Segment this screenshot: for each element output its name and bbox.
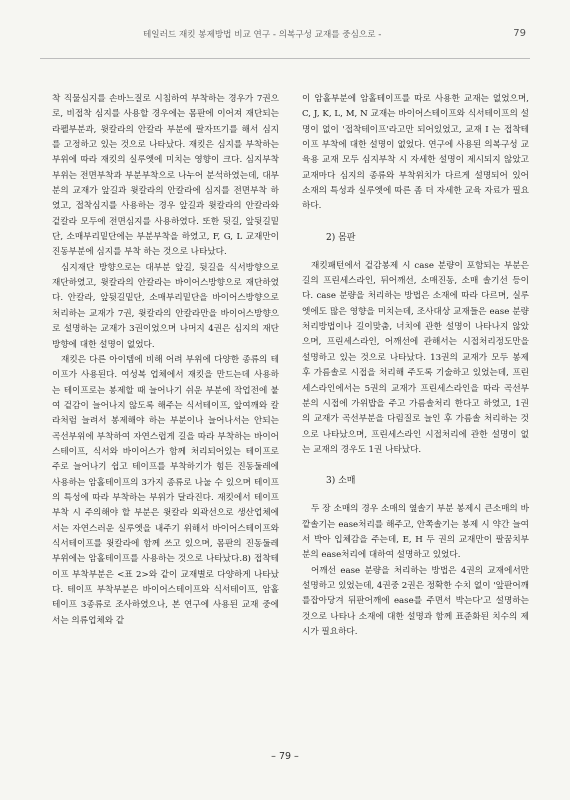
body-paragraph: 착 직물심지를 손바느질로 시침하여 부착하는 경우가 7권으로, 비접착 심지를 사용할 경우에는 몸판에 이어져 재단되는 라펠부분과, 윗칼라의 안칼라 부분에 팔자뜨기를 해서 심지를 고정하고 있는 것으로 나타났다. 재킷은 심지를 부착하는 부위에 따라 재킷의 실루엣에 미치는 영향이 크다. 심지부착부위는 전면부착과 부분부착으로 나누어 분석하였는데, 대부분의 교재가 앞길과 윗칼라의 안칼라에 심지를 전면부착 하였고, 접착심지를 사용하는 경우 앞길과 윗칼라의 안칼라와 겉칼라 모두에 전면심지를 사용하였다. 또한 뒷길, 앞뒷길밑단, 소매부리밑단에는 부분부착을 하였고, F, G, L 교재만이 진동부분에 심지를 부착 하는 것으로 나타났다. <box>52 94 279 258</box>
page-footer-number: – 79 – <box>271 751 299 762</box>
body-paragraph: 심지재단 방향으로는 대부분 앞길, 뒷길을 식서방향으로 재단하였고, 윗칼라의 안칼라는 바이어스방향으로 재단하였다. 안칼라, 앞뒷길밑단, 소매부리밑단을 바이어스방향으로 처리하는 교재가 7권, 윗칼라의 안칼라만을 바이어스방향으로 설명하는 교재가 3권이었으며 나머지 4권은 심지의 재단방향에 대한 설명이 없었다. <box>52 262 279 350</box>
header-page-number: 79 <box>513 28 526 39</box>
body-paragraph: 두 장 소매의 경우 소매의 옆솔기 부분 봉제시 큰소매의 바깥솔기는 ease처리를 해주고, 안쪽솔기는 봉제 시 약간 늘여서 박아 입체감을 주는데, E, H 두 권의 교재만이 팔꿈치부분의 ease처리에 대하여 설명하고 있었다. <box>302 504 529 561</box>
section-heading: 2) 몸판 <box>326 232 356 243</box>
section-heading: 3) 소매 <box>326 476 356 487</box>
body-paragraph: 재킷패턴에서 겉감봉제 시 case 분량이 포함되는 부분은 길의 프린세스라인, 뒤어깨선, 소매진동, 소매 솔기선 등이다. case 분량을 처리하는 방법은 소재에 따라 다르며, 실루엣에도 많은 영향을 미치는데, 조사대상 교재들은 ease 분량 처리방법이나 길이맞춤, 너치에 관한 설명이 나타나지 않았으며, 프린세스라인, 어깨선에 관해서는 시접처리정도만을 설명하고 있는 것으로 나타났다. 13권의 교재가 모두 봉제 후 가름솔로 시접을 처리해 주도록 기술하고 있었는데, 프린세스라인에서는 5권의 교재가 프린세스라인을 따라 곡선부분의 시접에 가위밥을 주고 가름솔처리 한다고 하였고, 1권의 교재가 곡선부분을 다림질로 늘인 후 가름솔 처리하는 것으로 나타났으며, 프린세스라인 시접처리에 관한 설명이 없는 교재의 경우도 1권 나타났다. <box>302 260 529 455</box>
running-header <box>40 28 530 46</box>
body-paragraph: 이 암홀부분에 암홀테이프를 따로 사용한 교재는 없었으며, C, J, K, L, M, N 교재는 바이어스테이프와 식서테이프의 설명이 없이 '접착테이프'라고만 되어있었고, 교재 I 는 접착테이프 부착에 대한 설명이 없었다. 연구에 사용된 의복구성 교육용 교재 모두 심지부착 시 자세한 설명이 제시되지 않았고 교재마다 심지의 종류와 부착위치가 다르게 설명되어 있어 소재의 특성과 실루엣에 따른 좀 더 자세한 교육 자료가 필요하다. <box>302 94 529 212</box>
body-paragraph: 재킷은 다른 아이템에 비해 어려 부위에 다양한 종류의 테이프가 사용된다. 여성복 업체에서 재킷을 만드는데 사용하는 테이프로는 봉제할 때 늘어나기 쉬운 부분에 작업전에 붙여 겉감이 늘어나지 않도록 해주는 식서테이프, 앞여깨와 칼라처럼 늘려서 봉제해야 하는 부분이나 늘어나서는 안되는 곡선부위에 부착하여 자연스럽게 길을 따라 부착하는 바이어스테이프, 식서와 바이어스가 함께 처리되어있는 테이프로 주로 늘어나기 쉽고 테이프를 부착하기가 힘든 진동둘레에 사용하는 암홀테이프의 3가지 종류로 나눌 수 있으며 테이프의 특성에 따라 부착하는 부위가 달라진다. 재킷에서 테이프 부착 시 주의해야 할 부분은 윗칼라 외곽선으로 생산업체에서는 자연스러운 실루엣을 내주기 위해서 바이어스테이프와 식서테이프를 윗칼라에 함께 쓰고 있으며, 몸판의 진동둘레 부위에는 암홀테이프를 사용하는 것으로 나타났다.8) 접착테이프 부착부분은 <표 2>와 같이 교재별로 다양하게 나타났다. 테이프 부착부분은 바이어스테이프와 식서테이프, 암홀테이프 3종류로 조사하였으나, 본 연구에 사용된 교재 중에서는 의류업체와 같 <box>52 354 279 626</box>
body-paragraph: 어깨선 ease 분량을 처리하는 방법은 4권의 교재에서만 설명하고 있었는데, 4권중 2권은 정확한 수치 없이 '앞판어깨를잡아당겨 뒤판어깨에 ease를 주면서 박는다'고 설명하는 것으로 나타나 소재에 대한 설명과 함께 표준화된 치수의 제시가 필요하다. <box>302 565 529 637</box>
left-column <box>52 92 279 629</box>
right-column <box>302 92 529 640</box>
header-rule <box>40 58 530 59</box>
running-title: 테일러드 재킷 봉제방법 비교 연구 - 의복구성 교재를 중심으로 - <box>143 30 382 40</box>
